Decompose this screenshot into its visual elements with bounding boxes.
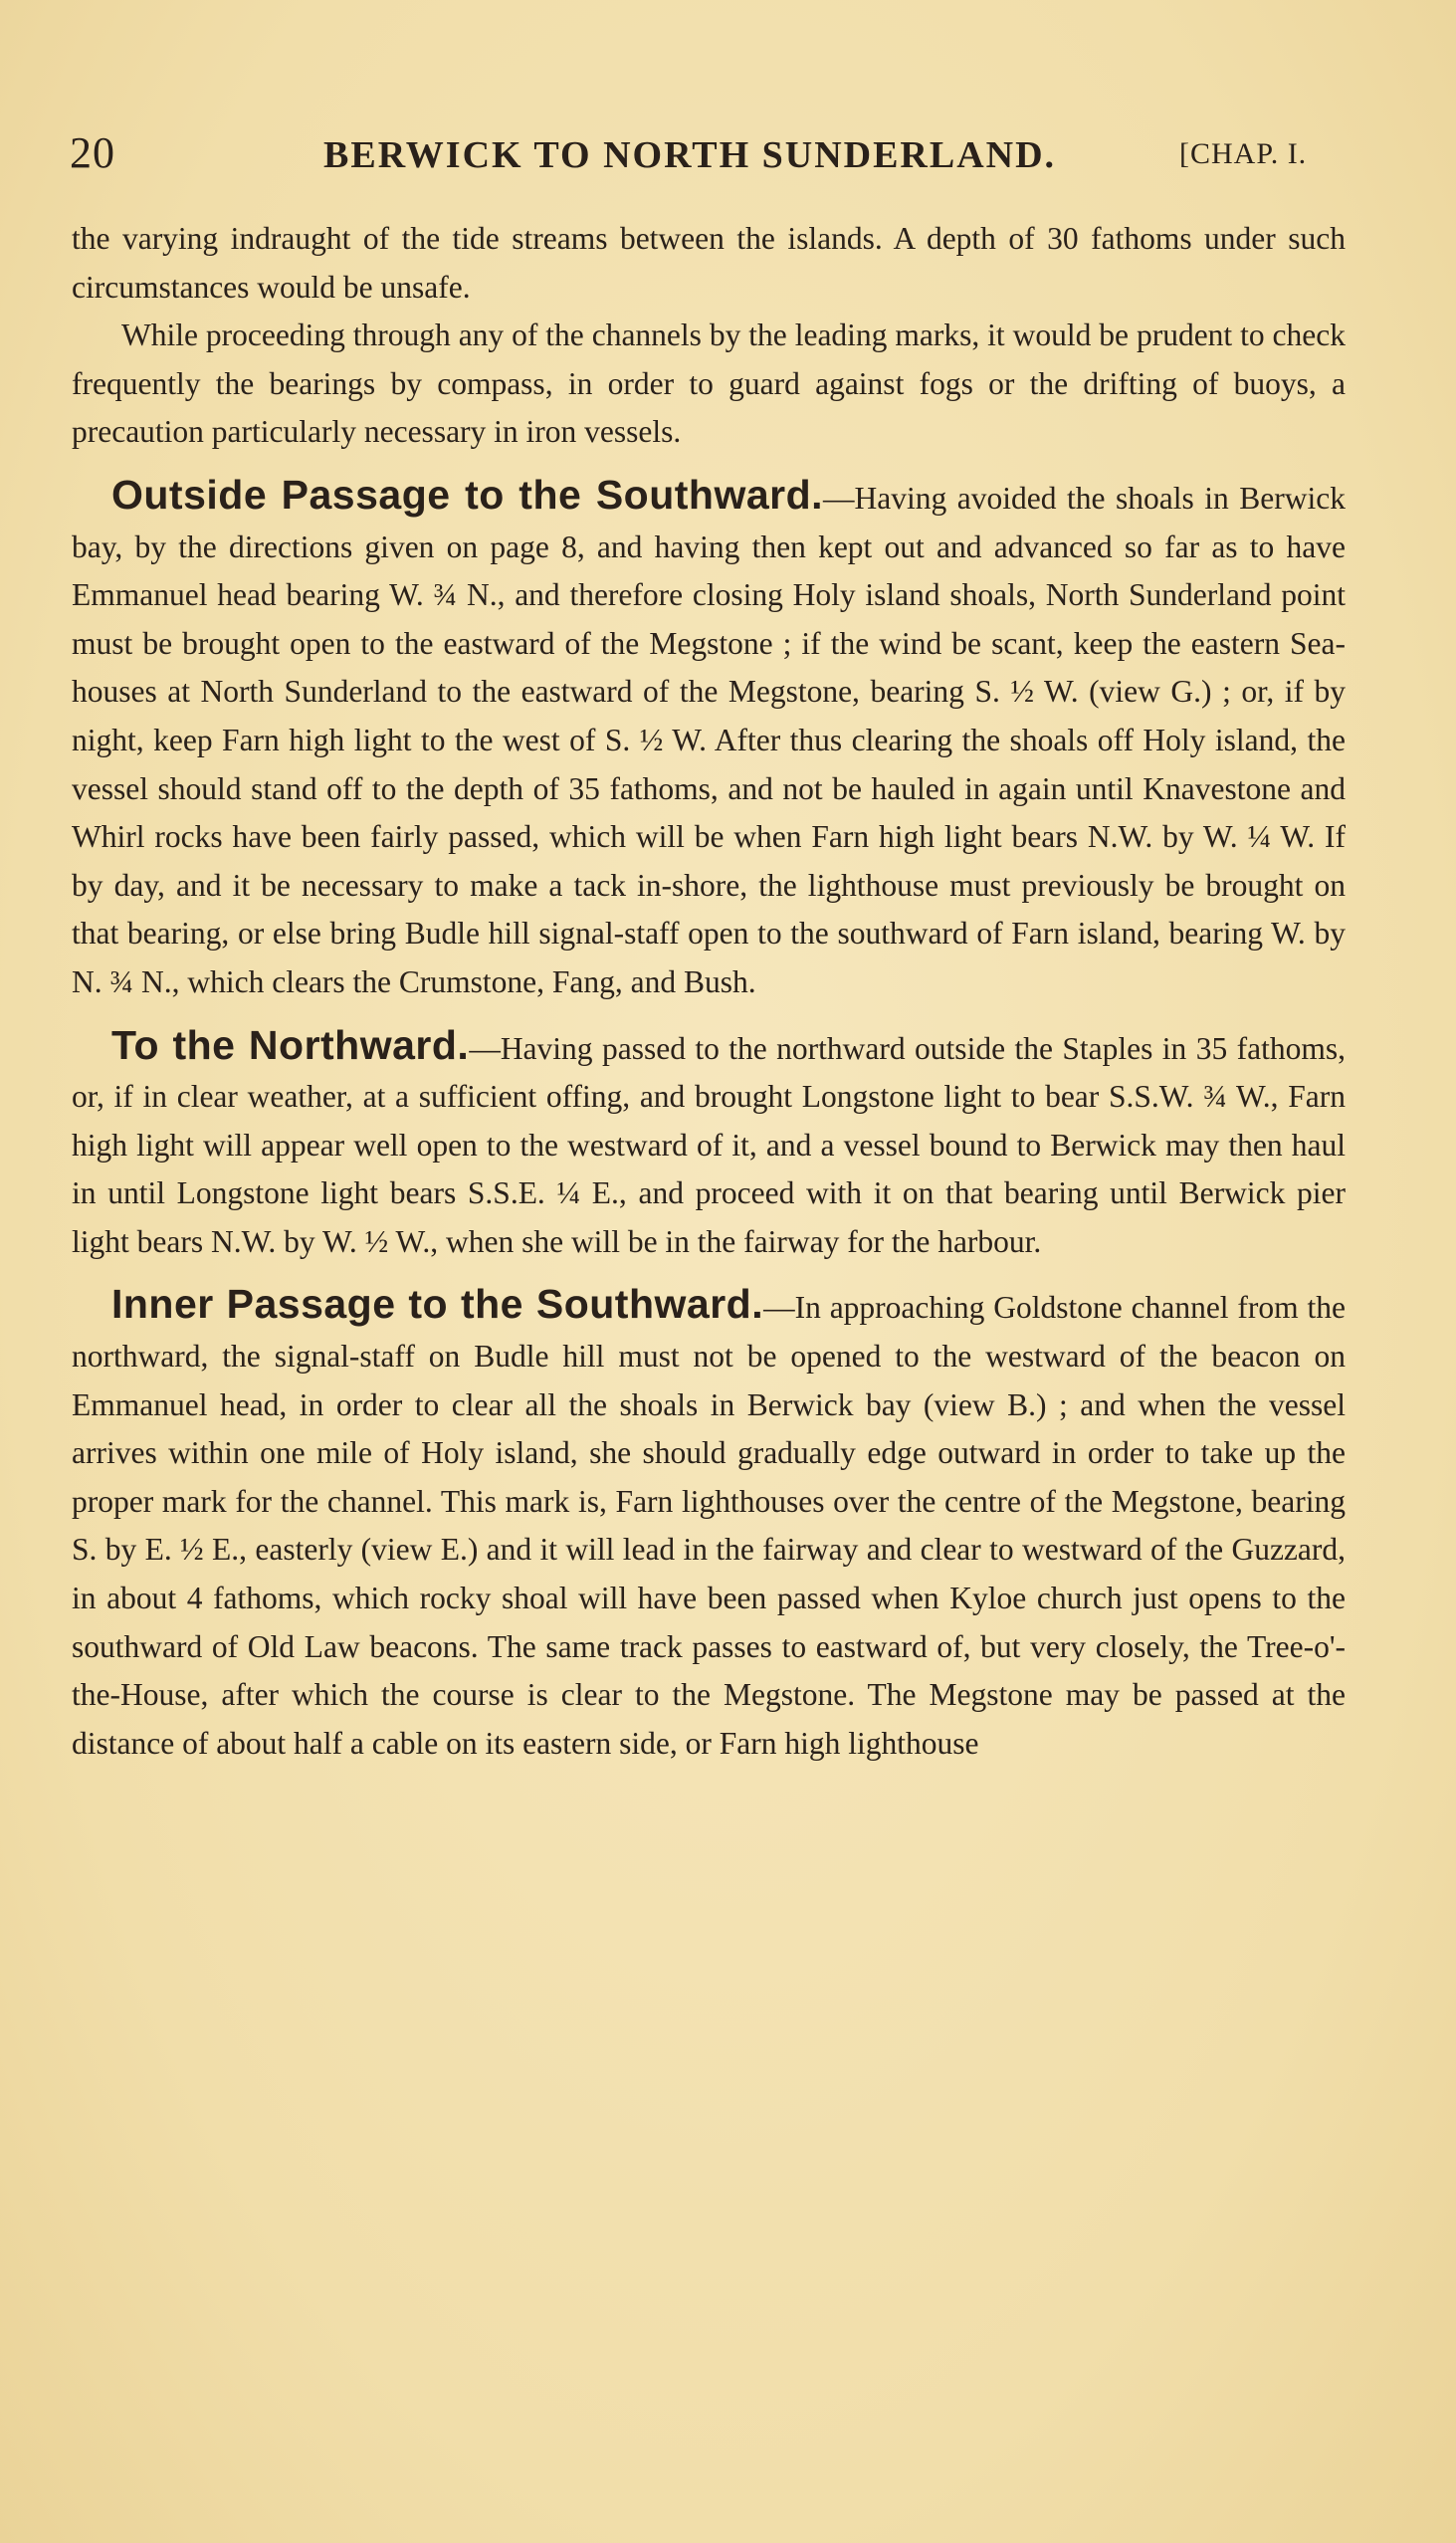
page-number: 20 (70, 128, 115, 177)
section-text: —Having passed to the northward outside the Staples in 35 fathoms, or, if in clear weather, at a sufficient offing, and brought Longstone light to bear S.S.W. ¾ W., Farn high light will appear well open to the westward of it, and a vessel bound to Berwick may then haul in until Longstone light bears S.S.E. ¼ E., and proceed with it on that bearing until Berwick pier light bears N.W. by W. ½ W., when she will be in the fairway for the harbour. (72, 1030, 1346, 1259)
section-heading: Inner Passage to the Southward. (111, 1281, 764, 1328)
paragraph-continuation: the varying indraught of the tide streams between the islands. A depth of 30 fathoms under such circumstances would be unsafe. (72, 221, 1346, 305)
section-inner-passage-southward (72, 1280, 1346, 1768)
section-outside-passage-southward (72, 471, 1346, 1007)
running-title: BERWICK TO NORTH SUNDERLAND. (323, 134, 1057, 176)
page-header (70, 127, 1353, 187)
body-text (72, 215, 1346, 1768)
section-text: —In approaching Goldstone channel from the northward, the signal-staff on Budle hill must not be opened to the westward of the beacon on Emmanuel head, in order to clear all the shoals in Berwick bay (view B.) ; and when the vessel arrives within one mile of Holy island, she should gradually edge outward in order to take up the proper mark for the channel. This mark is, Farn lighthouses over the centre of the Megstone, bearing S. by E. ½ E., easterly (view E.) and it will lead in the fairway and clear to westward of the Guzzard, in about 4 fathoms, which rocky shoal will have been passed when Kyloe church just opens to the southward of Old Law beacons. The same track passes to eastward of, but very closely, the Tree-o'-the-House, after which the course is clear to the Megstone. The Megstone may be passed at the distance of about half a cable on its eastern side, or Farn high lighthouse (72, 1290, 1347, 1761)
section-to-northward (72, 1021, 1346, 1267)
chapter-reference: [CHAP. I. (1179, 137, 1308, 170)
section-text: —Having avoided the shoals in Berwick bay, by the directions given on page 8, and having then kept out and advanced so far as to have Emmanuel head bearing W. ¾ N., and therefore closing Holy island shoals, North Sunderland point must be brought open to the eastward of the Megstone ; if the wind be scant, keep the eastern Sea-houses at North Sunderland to the eastward of the Megstone, bearing S. ½ W. (view G.) ; or, if by night, keep Farn high light to the west of S. ½ W. After thus clearing the shoals off Holy island, the vessel should stand off to the depth of 35 fathoms, and not be hauled in again until Knavestone and Whirl rocks have been fairly passed, which will be when Farn high light bears N.W. by W. ¼ W. If by day, and it be necessary to make a tack in-shore, the lighthouse must previously be brought on that bearing, or else bring Budle hill signal-staff open to the southward of Farn island, bearing W. by N. ¾ N., which clears the Crumstone, Fang, and Bush. (72, 480, 1346, 999)
paragraph-compass-caution: While proceeding through any of the channels by the leading marks, it would be prudent to check frequently the bearings by compass, in order to guard against fogs or the drifting of buoys, a precaution particularly necessary in iron vessels. (72, 318, 1346, 450)
section-heading: To the Northward. (111, 1021, 470, 1068)
section-heading: Outside Passage to the Southward. (111, 471, 824, 518)
